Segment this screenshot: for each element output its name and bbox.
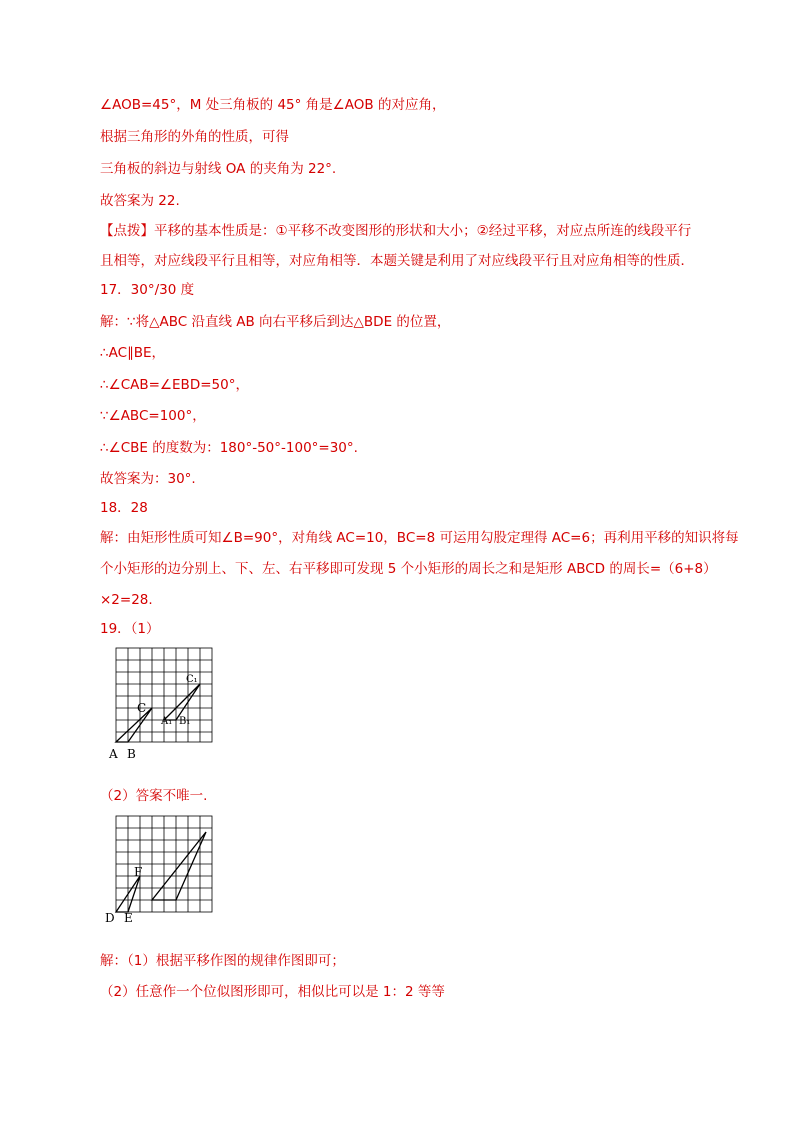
text-line: ∠AOB=45°，M 处三角板的 45° 角是∠AOB 的对应角， bbox=[100, 97, 446, 113]
answer-17: 17．30°/30 度 bbox=[100, 282, 195, 298]
tip-line: 且相等，对应线段平行且相等，对应角相等．本题关键是利用了对应线段平行且对应角相等的性质． bbox=[100, 253, 694, 269]
label-a1: A₁ bbox=[161, 716, 173, 727]
text-line: ∴∠CBE 的度数为：180°-50°-100°=30°. bbox=[100, 440, 358, 456]
label-c1: C₁ bbox=[186, 674, 198, 685]
label-b: B bbox=[127, 747, 136, 761]
text-line: 三角板的斜边与射线 OA 的夹角为 22°. bbox=[100, 161, 337, 177]
translation-grid-figure bbox=[100, 640, 230, 768]
tip-line: 【点拨】平移的基本性质是：①平移不改变图形的形状和大小；②经过平移，对应点所连的线段平行 bbox=[100, 223, 692, 239]
answer-19: 19．（1） bbox=[100, 621, 160, 637]
text-line: ∴AC∥BE， bbox=[100, 345, 166, 361]
label-c: C bbox=[137, 701, 147, 715]
label-b1: B₁ bbox=[179, 716, 191, 727]
text-line: ∴∠CAB=∠EBD=50°， bbox=[100, 377, 249, 393]
text-line: 故答案为：30°. bbox=[100, 471, 196, 487]
label-d: D bbox=[105, 911, 115, 925]
text-line: 个小矩形的边分别上、下、左、右平移即可发现 5 个小矩形的周长之和是矩形 ABCD 的周长=（6+8） bbox=[100, 561, 717, 577]
text-line: 根据三角形的外角的性质，可得 bbox=[100, 129, 289, 145]
label-e: E bbox=[124, 911, 133, 925]
solution-line: 解：（1）根据平移作图的规律作图即可； bbox=[100, 953, 345, 969]
similar-figure-grid bbox=[100, 810, 230, 935]
text-line: 解：由矩形性质可知∠B=90°，对角线 AC=10，BC=8 可运用勾股定理得 AC=6；再利用平移的知识将每 bbox=[100, 530, 739, 546]
text-line: 故答案为 22. bbox=[100, 193, 180, 209]
label-a: A bbox=[109, 747, 118, 761]
label-f: F bbox=[134, 865, 143, 879]
solution-line: （2）任意作一个位似图形即可，相似比可以是 1：2 等等 bbox=[100, 984, 445, 1000]
text-line: ×2=28. bbox=[100, 592, 153, 608]
answer-18: 18．28 bbox=[100, 500, 148, 516]
answer-19-2: （2）答案不唯一. bbox=[100, 788, 208, 804]
text-line: ∵∠ABC=100°， bbox=[100, 408, 206, 424]
text-line: 解：∵将△ABC 沿直线 AB 向右平移后到达△BDE 的位置， bbox=[100, 314, 451, 330]
